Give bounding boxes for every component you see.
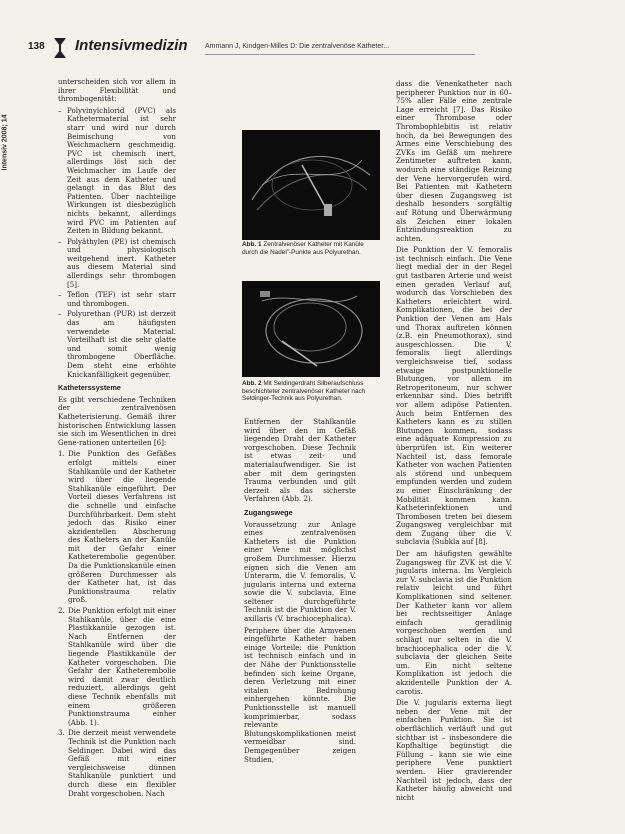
side-journal-tag: Intensiv 2008; 14 — [1, 114, 9, 171]
figure-2-caption — [242, 380, 380, 403]
paragraph: Die Punktion der V. femoralis ist technisch einfach. Die Vene liegt medial der in der Regel gut tastbaren Arterie und weist einen geraden Verlauf auf, wodurch das Vorschieben des Katheters erleichtert wird. Komplikationen, die bei der Punktion der Venen am Hals und Thorax auftreten können (z.B. ein Pneumothorax), sind ausgeschlossen. Die V. femoralis liegt allerdings vergleichsweise tief, sodass etwaige postpunktionelle Blutungen, vor allem im Retroperitoneum, nur schwer erkennbar sind. Dies betrifft vor allem adipöse Patienten. Auch beim Entfernen des Katheters kann es zu stillen Blutungen kommen, sodass eine adäquate Kompression zu überprüfen ist. Ein weiterer Nachteil ist, dass femorale Katheter von wachen Patienten als störend und unbequem empfunden werden und zudem zu einer Einschränkung der Mobilität kommen kann. Katheterinfektionen und Thrombosen treten bei diesem Zugangsweg vergleichbar mit dem Zugang über die V. subclavia (Subkla auf [8]. — [396, 245, 512, 547]
catheter-photo-1 — [242, 130, 380, 240]
figure-1-label: Abb. 1 — [242, 241, 262, 248]
technique-continuation: Entfernen der Stahlkanüle wird über den im Gefäß liegenden Draht der Katheter vorgeschoben. Diese Technik ist etwas zeit- und materialaufwendiger. Sie ist aber mit dem geringsten Trauma verbunden und gilt derzeit als das sicherste Verfahren (Abb. 2). — [244, 417, 356, 504]
figure-1-caption — [242, 241, 380, 256]
technique-item — [58, 729, 176, 798]
figure-2-caption-text: Mit Seldingerdraht Silberaufschluss beschichteter zentralvenöser Katheter nach Seldinger-Technik aus Polyurethan. — [242, 380, 366, 403]
paragraph: Der am häufigsten gewählte Zugangsweg für ZVK ist die V. jugularis interna. Im Vergleich zur V. subclavia ist die Punktion relativ leicht und führt Komplikationen sind seltener. Der Katheter kann vor allem bei rechtsseitiger Anlage einfach geradlinig vorgeschoben werden und schlägt nur selten in die V. brachiocephalica oder die V. subclavia der gleichen Seite um. Ein nicht seltene Komplikation ist jedoch die akzidentelle Punktion der A. carotis. — [396, 549, 512, 696]
journal-title: Intensivmedizin — [75, 37, 188, 54]
technique-text: Die Punktion erfolgt mit einer Stahlkanüle, über die eine Plastikkanüle gezogen ist. Nach Entfernen der Stahlkanüle wird über die liegende Plastikkanüle der Katheter vorgeschoben. Die Gefahr der Katheterembolie wird damit zwar deutlich reduziert, allerdings geht diese Technik ebenfalls mit einem größeren Punktionstrauma einher (Abb. 1). — [68, 606, 176, 727]
paragraph: Voraussetzung zur Anlage eines zentralvenösen Katheters ist die Punktion einer Vene mit möglichst großem Durchmesser. Hierzu eignen sich die Venen am Unterarm, die V. femoralis, V. jugularis interna und externa sowie die V. subclavia. Eine seltener durchgeführte Technik ist die Punktion der V. axillaris (V. brachiocephalica). — [244, 519, 356, 624]
material-item: – Polyvinylchlorid (PVC) als Kathetermaterial ist sehr starr und wird nur durch Beimischung von Weichmachern geschmeidig. PVC ist chemisch inert, allerdings löst sich der Weichmacher im Laufe der Zeit aus dem Katheter und gelangt in das Blut des Patienten. Über nachteilige Wirkungen ist diesbezüglich nichts bekannt, allerdings wird PVC im Patienten auf Zeiten in Bildung bekannt. — [58, 107, 176, 236]
figure-2-label: Abb. 2 — [242, 380, 262, 387]
technique-list — [58, 450, 176, 798]
section-heading-zugangswege: Zugangswege — [244, 507, 293, 517]
material-item: – Polyurethan (PUR) ist derzeit das am häufigsten verwendete Material. Vorteilhaft ist die sehr glatte und somit wenig thrombogene Oberfläche. Dem steht eine erhöhte Knickanfälligkeit gegenüber. — [58, 310, 176, 379]
figure-2-photo — [242, 281, 380, 377]
column-1 — [58, 78, 176, 800]
page-header — [28, 38, 618, 60]
section-heading-kathetersysteme: Katheterssysteme — [58, 383, 121, 393]
journal-logo-icon — [52, 38, 68, 58]
header-rule — [205, 54, 475, 55]
paragraph: Die V. jugularis externa liegt neben der Vene mit der einfachen Punktion. Sie ist oberflächlich verläuft und gut sichtbar ist – insbesondere die Kopfhaltige begünstigt die Füllung – kann sie wie eine periphere Vene punktiert werden. Hier gravierender Nachteil ist jedoch, dass der Katheter häufig abweicht und nicht — [396, 698, 512, 802]
page-number: 138 — [28, 41, 45, 52]
column-2 — [244, 418, 356, 767]
material-item: – Teflon (TEF) ist sehr starr und thrombogen. — [58, 291, 176, 308]
paragraph: dass die Venenkatheter nach peripherer Punktion nur in 60–75% aller Fälle eine zentrale Lage erreicht [7]. Das Risiko einer Thrombose oder Thrombophlebitis ist relativ hoch, da bei Bewegungen des Armes eine Verschiebung des ZVKs im Gefäß um mehrere Zentimeter auftreten kann, wodurch eine ständige Reizung der Vene hervorgerufen wird. Bei Patienten mit Kathetern über diesen Zugangsweg ist deshalb besonders sorgfältig auf Rötung und Überwärmung als Zeichen einer lokalen Entzündungsreaktion zu achten. — [396, 79, 512, 243]
technique-number: 2. — [58, 606, 65, 616]
technique-text: Die Punktion des Gefäßes erfolgt mittels einer Stahlkanüle und der Katheter wird über die liegende Stahlkanüle eingeführt. Der Vorteil dieses Verfahrens ist die schnelle und einfache Durchführbarkeit. Dem steht jedoch das Risiko einer akzidentellen Abscherung des Katheters an der Kanüle mit der Gefahr einer Katheterembolie gegenüber. Da die Punktionskanüle einen größeren Durchmesser als der Katheter hat, ist das Punktionstrauma relativ groß. — [68, 449, 176, 605]
material-item: – Polyäthylen (PE) ist chemisch und physiologisch weitgehend inert. Katheter aus diesem Material sind allerdings sehr thrombogen [5]. — [58, 238, 176, 290]
technique-text: Die derzeit meist verwendete Technik ist die Punktion nach Seldinger. Dabei wird das Gefäß mit einer vergleichsweise dünnen Stahlkanüle punktiert und durch diese ein flexibler Draht vorgeschoben. Nach — [68, 728, 176, 798]
figure-1-photo — [242, 130, 380, 240]
technique-number: 1. — [58, 449, 65, 459]
catheter-photo-2 — [242, 281, 380, 377]
paragraph: Periphere über die Armvenen eingeführte Katheter haben einige Vorteile: die Punktion ist technisch einfach und in der Nähe der Punktionsstelle befinden sich keine Organe, deren Verletzung mit einer vitalen Bedrohung einhergehen könnte. Die Punktionsstelle ist manuell komprimierbar, sodass relevante Blutungskomplikationen meist vermeidbar sind. Demgegenüber zeigen Studien, — [244, 625, 356, 764]
materials-list — [58, 107, 176, 379]
materials-intro: unterscheiden sich vor allem in ihrer Flexibilität und thrombogenität: — [58, 77, 176, 104]
section-intro: Es gibt verschiedene Techniken der zentralvenösen Katheterisierung. Gemäß ihrer historischen Entwicklung lassen sie sich im Wesentlichen in drei Gene-rationen unterteilen [6]: — [58, 394, 176, 447]
figure-1-caption-text: Zentralvenöser Katheter mit Kanüle durch die Nadel"-Punkte aus Polyurethan. — [242, 241, 364, 256]
column-3 — [396, 80, 512, 805]
technique-item — [58, 607, 176, 727]
running-head-authors: Ammann J, Kindgen-Milles D: Die zentralvenöse Katheter... — [205, 43, 390, 50]
technique-number: 3. — [58, 728, 65, 738]
technique-item — [58, 450, 176, 605]
